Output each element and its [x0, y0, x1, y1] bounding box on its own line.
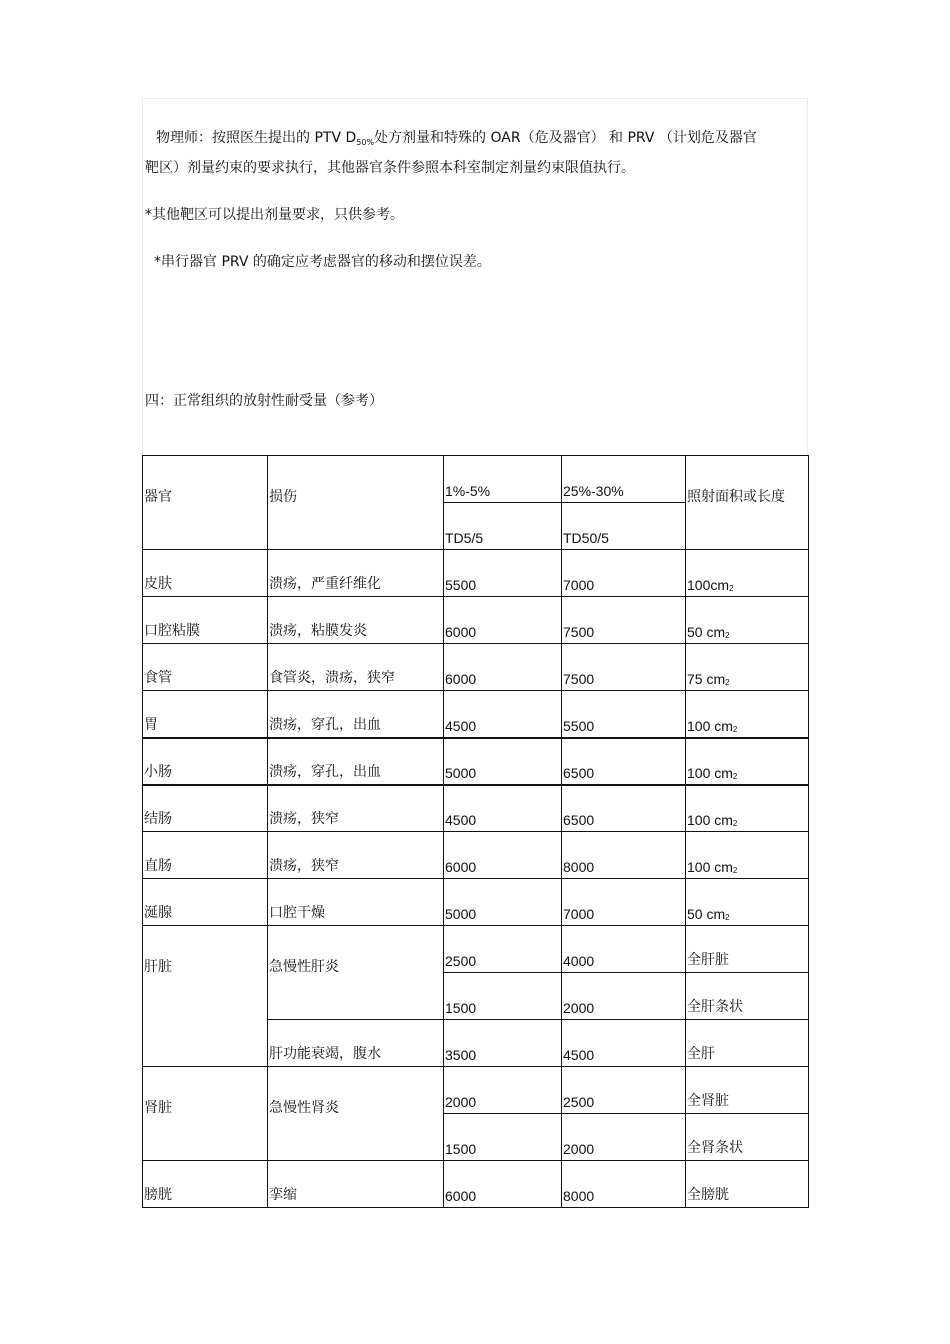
area-cell: 全肾条状	[686, 1114, 809, 1161]
table-row-bladder	[143, 1161, 809, 1208]
area-unit-exponent: 2	[725, 913, 730, 922]
organ-cell: 胃	[143, 691, 268, 738]
organ-cell: 口腔粘膜	[143, 597, 268, 644]
area-cell	[686, 785, 809, 832]
header-td5-label: TD5/5	[444, 503, 562, 550]
table-row	[143, 738, 809, 785]
table-row-liver-1	[143, 926, 809, 973]
td50-cell: 8000	[562, 832, 686, 879]
td50-cell: 2500	[562, 1067, 686, 1114]
area-value: 100 cm	[687, 764, 733, 781]
area-cell	[686, 550, 809, 597]
organ-cell: 膀胱	[143, 1161, 268, 1208]
section-title: 四：正常组织的放射性耐受量（参考）	[145, 393, 383, 409]
area-cell: 全膀胱	[686, 1161, 809, 1208]
injury-cell: 溃疡，穿孔，出血	[268, 738, 444, 785]
area-cell: 全肝	[686, 1020, 809, 1067]
area-cell: 全肾脏	[686, 1067, 809, 1114]
header-td50-label: TD50/5	[562, 503, 686, 550]
organ-cell: 结肠	[143, 785, 268, 832]
area-cell	[686, 879, 809, 926]
area-value: 100 cm	[687, 812, 733, 828]
area-cell	[686, 832, 809, 879]
injury-cell: 溃疡，严重纤维化	[268, 550, 444, 597]
area-cell: 全肝条状	[686, 973, 809, 1020]
area-cell	[686, 691, 809, 738]
area-value: 100cm	[687, 577, 730, 593]
td5-cell: 6000	[444, 597, 562, 644]
note-other-targets: *其他靶区可以提出剂量要求，只供参考。	[145, 207, 404, 223]
area-cell	[686, 597, 809, 644]
td5-cell: 5000	[444, 738, 562, 785]
physicist-paragraph-line2: 靶区）剂量约束的要求执行，其他器官条件参照本科室制定剂量约束限值执行。	[145, 160, 635, 176]
organ-cell: 肾脏	[143, 1067, 268, 1161]
organ-cell: 直肠	[143, 832, 268, 879]
subscript: 50%	[356, 138, 375, 147]
injury-cell: 溃疡，狭窄	[268, 832, 444, 879]
td5-cell: 3500	[444, 1020, 562, 1067]
note-serial-organ-prv: *串行器官 PRV 的确定应考虑器官的移动和摆位误差。	[154, 254, 491, 270]
td50-cell: 4500	[562, 1020, 686, 1067]
header-td5-pct: 1%-5%	[444, 456, 562, 503]
injury-cell: 口腔干燥	[268, 879, 444, 926]
area-unit-exponent: 2	[732, 819, 738, 828]
organ-cell: 肝脏	[143, 926, 268, 1067]
injury-cell: 溃疡，狭窄	[268, 785, 444, 832]
td50-cell: 2000	[562, 973, 686, 1020]
td50-cell: 7000	[562, 550, 686, 597]
organ-cell: 小肠	[143, 738, 268, 785]
injury-cell: 食管炎，溃疡，狭窄	[268, 644, 444, 691]
header-area: 照射面积或长度	[686, 456, 809, 550]
area-unit-exponent: 2	[725, 631, 730, 640]
td5-cell: 2500	[444, 926, 562, 973]
area-value: 75 cm	[687, 671, 726, 687]
header-injury: 损伤	[268, 456, 444, 550]
tolerance-table	[142, 455, 809, 1208]
td50-cell: 4000	[562, 926, 686, 973]
td5-cell: 5000	[444, 879, 562, 926]
area-unit-exponent: 2	[732, 866, 738, 875]
text: 处方剂量和特殊的 OAR（危及器官） 和 PRV （计划危及器官	[374, 130, 757, 146]
td5-cell: 6000	[444, 1161, 562, 1208]
injury-cell: 溃疡，粘膜发炎	[268, 597, 444, 644]
td5-cell: 4500	[444, 691, 562, 738]
td50-cell: 7000	[562, 879, 686, 926]
area-cell	[686, 644, 809, 691]
table-row	[143, 879, 809, 926]
td50-cell: 5500	[562, 691, 686, 738]
td50-cell: 7500	[562, 644, 686, 691]
table-row	[143, 550, 809, 597]
header-row	[143, 456, 809, 503]
table-row-kidney-1	[143, 1067, 809, 1114]
table-row	[143, 644, 809, 691]
area-unit-exponent: 2	[732, 724, 738, 734]
area-unit-exponent: 2	[729, 584, 734, 593]
organ-cell: 涎腺	[143, 879, 268, 926]
area-unit-exponent: 2	[732, 771, 738, 781]
td5-cell: 6000	[444, 644, 562, 691]
table-row	[143, 691, 809, 738]
header-td50-pct: 25%-30%	[562, 456, 686, 503]
td50-cell: 8000	[562, 1161, 686, 1208]
injury-cell: 挛缩	[268, 1161, 444, 1208]
area-value: 50 cm	[687, 906, 726, 922]
injury-cell: 肝功能衰竭，腹水	[268, 1020, 444, 1067]
physicist-paragraph-line1	[156, 130, 757, 146]
td5-cell: 6000	[444, 832, 562, 879]
td50-cell: 7500	[562, 597, 686, 644]
area-cell: 全肝脏	[686, 926, 809, 973]
table-row	[143, 785, 809, 832]
td5-cell: 1500	[444, 973, 562, 1020]
area-unit-exponent: 2	[725, 678, 730, 687]
td5-cell: 1500	[444, 1114, 562, 1161]
area-value: 50 cm	[687, 624, 726, 640]
area-value: 100 cm	[687, 859, 733, 875]
injury-cell: 溃疡，穿孔，出血	[268, 691, 444, 738]
area-value: 100 cm	[687, 717, 733, 734]
td5-cell: 4500	[444, 785, 562, 832]
td50-cell: 6500	[562, 785, 686, 832]
table-row	[143, 832, 809, 879]
injury-cell: 急慢性肝炎	[268, 926, 444, 1020]
td50-cell: 6500	[562, 738, 686, 785]
header-organ: 器官	[143, 456, 268, 550]
td5-cell: 5500	[444, 550, 562, 597]
injury-cell: 急慢性肾炎	[268, 1067, 444, 1161]
table-row	[143, 597, 809, 644]
text: 物理师：按照医生提出的 PTV D	[156, 130, 357, 146]
area-cell	[686, 738, 809, 785]
organ-cell: 皮肤	[143, 550, 268, 597]
td5-cell: 2000	[444, 1067, 562, 1114]
organ-cell: 食管	[143, 644, 268, 691]
td50-cell: 2000	[562, 1114, 686, 1161]
